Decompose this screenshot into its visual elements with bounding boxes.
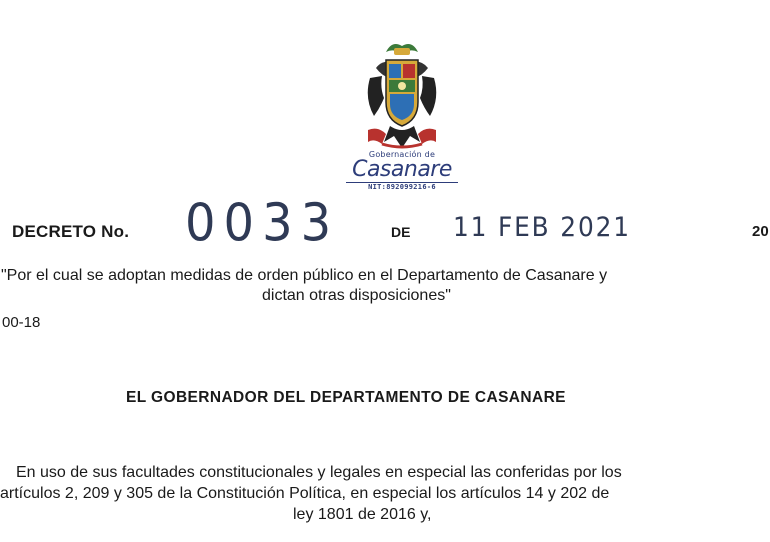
casanare-logo — [340, 150, 464, 192]
paragraph-line-3: ley 1801 de 2016 y, — [293, 506, 432, 523]
year-fragment: 20 — [752, 223, 769, 240]
decree-label: DECRETO No. — [12, 222, 130, 241]
decree-number: 0033 — [185, 193, 340, 254]
date-stamp: 11 FEB 2021 — [453, 212, 631, 243]
coat-of-arms-icon — [360, 38, 444, 156]
paragraph-line-1: En uso de sus facultades constitucionales y legales en especial las conferidas por los — [16, 464, 622, 481]
subtitle-line-2: dictan otras disposiciones" — [262, 287, 451, 304]
decree-subtitle — [0, 266, 770, 306]
powers-paragraph — [0, 462, 770, 525]
logo-nit: NIT:892099216-6 — [368, 183, 436, 191]
paragraph-line-2: artículos 2, 209 y 305 de la Constitución Política, en especial los artículos 14 y 202 de — [0, 485, 610, 502]
governor-heading: EL GOBERNADOR DEL DEPARTAMENTO DE CASANARE — [126, 389, 566, 406]
logo-name: Casanare — [346, 159, 458, 183]
document-code: 00-18 — [2, 314, 41, 331]
de-label: DE — [391, 224, 411, 240]
subtitle-line-1: "Por el cual se adoptan medidas de orden público en el Departamento de Casanare y — [1, 267, 608, 284]
logo-subtitle: Gobernación de — [368, 150, 436, 159]
